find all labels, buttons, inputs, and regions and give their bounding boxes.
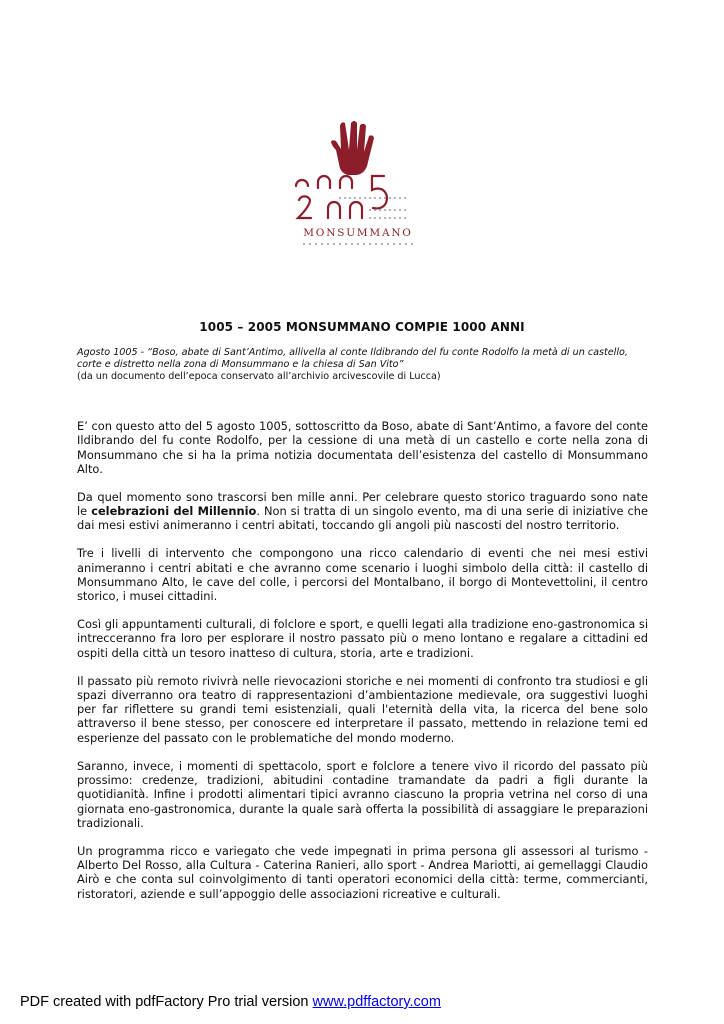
paragraph: Da quel momento sono trascorsi ben mille anni. Per celebrare questo storico traguardo sono nate le celebrazioni del Millennio. Non si tratta di un singolo evento, ma di una serie di iniziative che dai mesi estivi animeranno i centri abitati, toccando gli angoli più nascosti del nostro territorio. — [77, 489, 649, 533]
quote-text: Agosto 1005 - “Boso, abate di Sant’Antimo, allivella al conte Ildibrando del fu conte Rodolfo la metà di un castello, corte e distretto nella zona di Monsummano e la chiesa di San Vito” — [77, 347, 628, 370]
document-title: 1005 – 2005 MONSUMMANO COMPIE 1000 ANNI — [199, 320, 525, 334]
paragraph: Saranno, invece, i momenti di spettacolo, sport e folclore a tenere vivo il ricordo del passato più prossimo: credenze, tradizioni, abitudini contadine tramandate da padri a figli durante la quotidianità. Infine i prodotti alimentari tipici avranno ciascuno la propria vetrina nel corso di una giornata eno-gastronomica, durante la quale sarà offerta la possibilità di assaggiare le preparazioni tradizionali. — [77, 758, 648, 830]
paragraph: Un programma ricco e variegato che vede impegnati in prima persona gli assessori al turismo - Alberto Del Rosso, alla Cultura - Caterina Ranieri, allo sport - Andrea Mariotti, ai gemellaggi Claudio Airò e che conta sul coinvolgimento di tanti operatori economici della città: terme, commercianti, ristoratori, aziende e sull’appoggio delle associazioni ricreative e culturali. — [77, 843, 648, 901]
monsummano-logo — [288, 118, 428, 258]
paragraph: Tre i livelli di intervento che compongono una ricco calendario di eventi che nei mesi estivi animeranno i centri abitati e che avranno come scenario i luoghi simbolo della città: il castello di Monsummano Alto, le cave del colle, i percorsi del Montalbano, il borgo di Montevettolini, il centro storico, i musei cittadini. — [77, 546, 648, 604]
paragraph: E’ con questo atto del 5 agosto 1005, sottoscritto da Boso, abate di Sant’Antimo, a favore del conte Ildibrando del fu conte Rodolfo, per la cessione di una metà di un castello e corte nella zona di Monsummano che si ha la prima notizia documentata dell’esistenza del castello di Monsummano Alto. — [77, 419, 648, 476]
article-body — [77, 419, 648, 914]
paragraph: Così gli appuntamenti culturali, di folclore e sport, e quelli legati alla tradizione eno-gastronomica si intrecceranno fra loro per esplorare il nostro passato più o meno lontano e regalare a cittadini ed ospiti della città un tesoro inatteso di cultura, storia, arte e tradizioni. — [77, 617, 648, 660]
logo-wordmark: MONSUMMANO — [303, 227, 413, 239]
paragraph: Il passato più remoto rivivrà nelle rievocazioni storiche e nei momenti di confronto tra studiosi e gli spazi diverranno ora teatro di rappresentazioni d’ambientazione medievale, ora suggestivi luoghi per far riflettere su grandi temi esistenziali, quali l'eternità della vita, la ricerca del bene solo attraverso il bene stesso, per conoscere ed interpretare il passato, mettendo in relazione temi ed esperienze del passato con le problematiche del mondo moderno. — [77, 673, 648, 745]
footer-text: PDF created with pdfFactory Pro trial version — [20, 994, 313, 1010]
pdffactory-link[interactable]: www.pdffactory.com — [312, 994, 441, 1010]
historical-quote — [77, 347, 652, 383]
hand-icon — [288, 118, 428, 258]
highlight-text: celebrazioni del Millennio — [91, 504, 257, 519]
pdf-footer — [20, 994, 441, 1010]
quote-source: (da un documento dell’epoca conservato all’archivio arcivescovile di Lucca) — [77, 371, 441, 382]
